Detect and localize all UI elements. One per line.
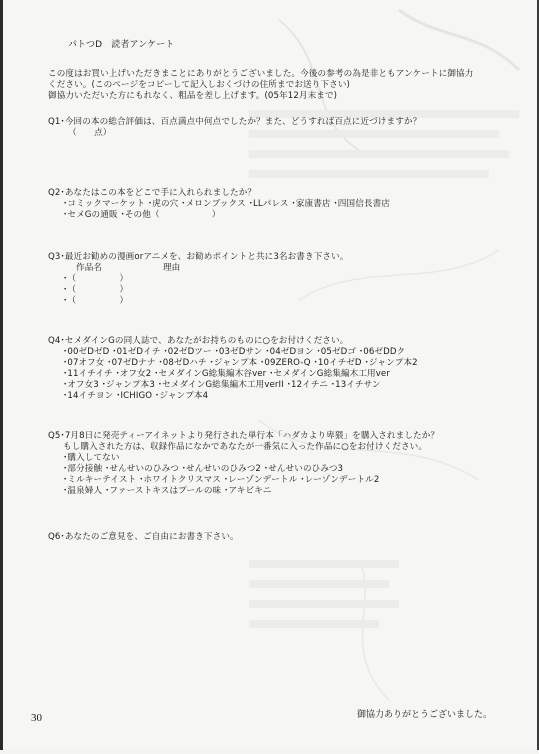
q4-options-4: ･オフ女3 ･ジャンプ本3 ･セメダインG総集編木工用verII ･12イチニ ･13イチサン [63,380,381,390]
q5-options-1: ･購入してない [63,453,120,463]
closing-thanks: 御協力ありがとうございました。 [357,710,493,720]
scan-edge-left [0,0,3,750]
q4-question: Q4･セメダインGの同人誌で、あなたがお持ちのものに○をお付けください。 [48,336,349,346]
page-number: 30 [31,712,42,724]
q5-instruction: もし購入された方は、収録作品になかであなたが一番気に入った作品に○をお付けください。 [63,442,428,452]
q4-options-2: ･07オフ女 ･07ゼDナナ ･08ゼDハチ ･ジャンプ本 ･09ZERO-Q ･10イチゼD ･ジャンプ本2 [63,358,418,368]
intro-line-3: 御協力いただいた方にもれなく、粗品を差し上げます。(05年12月末まで) [48,91,338,101]
q5-options-4: ･温泉婦人 ･ファーストキスはプールの味 ･アキビキニ [63,486,272,496]
q4-options-1: ･00ゼDゼD ･01ゼDイチ ･02ゼDツー ･03ゼDサン ･04ゼDヨン ･05ゼDゴ ･06ゼDDク [63,347,406,357]
q5-question: Q5･7月8日に発売ティーアイネットより発行された単行本「ハダカより卑猥」を購入されましたか？ [48,431,440,441]
q3-blank-1: ･（ ） [63,274,129,284]
q6-question: Q6･あなたのご意見を、ご自由にお書き下さい。 [48,532,239,542]
q1-answer-blank: （ 点） [68,128,112,138]
intro-line-2: ください。(このページをコピーして記入しおくづけの住所までお送り下さい) [48,80,350,90]
q4-options-5: ･14イチヨン ･ICHIGO ･ジャンプ本4 [63,391,209,401]
q5-options-2: ･部分接触 ･せんせいのひみつ ･せんせいのひみつ2 ･せんせいのひみつ3 [63,464,344,474]
q2-question: Q2･あなたはこの本をどこで手に入れられましたか？ [48,188,257,198]
q2-options-1: ･コミックマーケット ･虎の穴 ･メロンブックス ･LLパレス ･家康書店 ･四国信長書店 [63,199,390,209]
q4-options-3: ･11イチイチ ･オフ女2 ･セメダインG総集編木谷ver ･セメダインG総集編木工用ver [63,369,390,379]
q3-blank-2: ･（ ） [63,285,129,295]
q5-options-3: ･ミルキーテイスト ･ホワイトクリスマス ･レーゾンデートル ･レーゾンデートル2 [63,475,380,485]
survey-title: パトつD 読者アンケート [68,40,175,50]
q3-question: Q3･最近お勧めの漫画orアニメを、お勧めポイントと共に3名お書き下さい。 [48,252,349,262]
q1-question: Q1･今回の本の総合評価は、百点満点中何点でしたか？また、どうすれば百点に近づけますか？ [48,117,422,127]
q3-column-headers: 作品名 理由 [76,263,181,273]
q3-blank-3: ･（ ） [63,296,129,306]
intro-line-1: この度はお買い上げいただきまことにありがとうございました。今後の参考の為是非ともアンケートに御協力 [48,69,474,79]
q2-options-2: ･セメGの通販 ･その他（ ） [63,210,221,220]
